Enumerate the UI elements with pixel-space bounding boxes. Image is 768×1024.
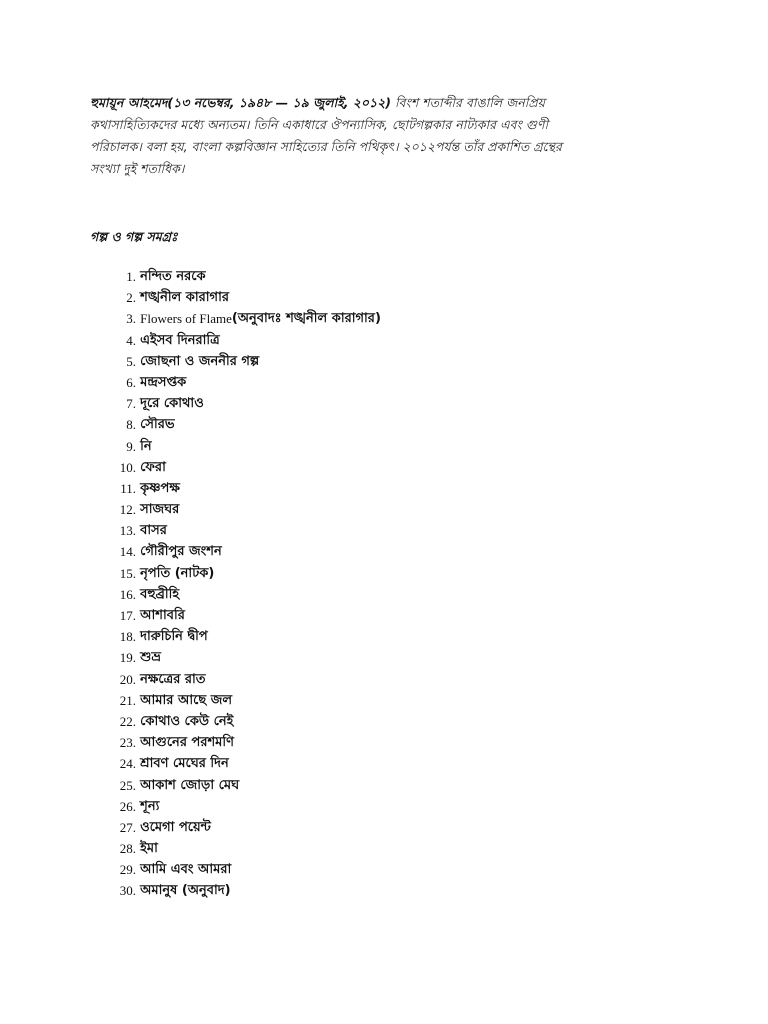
list-item-number: 9. bbox=[126, 438, 136, 454]
list-item-title: নক্ষত্রের রাত bbox=[140, 671, 206, 687]
list-item-title: সৌরভ bbox=[140, 417, 175, 433]
list-item bbox=[100, 817, 381, 838]
list-item-title: (অনুবাদঃ শঙ্খনীল কারাগার) bbox=[231, 311, 381, 327]
list-item-title: অমানুষ (অনুবাদ) bbox=[140, 883, 231, 899]
list-item-title: মন্দ্রসপ্তক bbox=[140, 374, 187, 390]
list-item bbox=[100, 266, 381, 287]
list-item-number: 2. bbox=[126, 290, 136, 306]
list-item-number: 13. bbox=[119, 523, 136, 539]
list-item-number: 23. bbox=[119, 735, 136, 751]
intro-line-1: বিংশ শতাব্দীর বাঙালি জনপ্রিয় bbox=[391, 95, 546, 110]
list-item bbox=[100, 414, 381, 435]
list-item bbox=[100, 753, 381, 774]
list-item-number: 30. bbox=[119, 883, 136, 899]
section-heading: গল্প ও গল্প সমগ্রঃ bbox=[90, 229, 178, 244]
list-item-number: 19. bbox=[119, 650, 136, 666]
list-item bbox=[100, 393, 381, 414]
list-item-title: আগুনের পরশমণি bbox=[140, 735, 234, 751]
list-item-number: 10. bbox=[119, 459, 136, 475]
list-item bbox=[100, 457, 381, 478]
list-item-number: 7. bbox=[126, 396, 136, 412]
list-item bbox=[100, 541, 381, 562]
list-item bbox=[100, 880, 381, 901]
list-item bbox=[100, 605, 381, 626]
list-item bbox=[100, 436, 381, 457]
list-item bbox=[100, 499, 381, 520]
book-list bbox=[100, 266, 381, 902]
list-item-title: দূরে কোথাও bbox=[140, 396, 204, 412]
intro-line-3: পরিচালক। বলা হয়, বাংলা কল্পবিজ্ঞান সাহিত্যের তিনি পথিকৃৎ। ২০১২পর্যন্ত তাঁর প্রকাশিত গ্রন্থের bbox=[90, 139, 562, 154]
intro-paragraph bbox=[90, 92, 650, 180]
list-item-title: শুভ্র bbox=[140, 650, 161, 666]
list-item-title: নি bbox=[140, 438, 152, 454]
list-item bbox=[100, 838, 381, 859]
list-item bbox=[100, 287, 381, 308]
list-item-title: ইমা bbox=[140, 841, 158, 857]
list-item-number: 21. bbox=[119, 692, 136, 708]
list-item-title: গৌরীপুর জংশন bbox=[140, 544, 222, 560]
list-item bbox=[100, 308, 381, 329]
list-item bbox=[100, 711, 381, 732]
intro-line-4: সংখ্যা দুই শতাধিক। bbox=[90, 161, 185, 176]
list-item-number: 3. bbox=[126, 311, 136, 327]
list-item bbox=[100, 563, 381, 584]
list-item bbox=[100, 351, 381, 372]
list-item-title: শঙ্খনীল কারাগার bbox=[140, 290, 229, 306]
list-item bbox=[100, 796, 381, 817]
list-item-number: 26. bbox=[119, 798, 136, 814]
list-item-title: ওমেগা পয়েন্ট bbox=[140, 819, 211, 835]
list-item-title: আমি এবং আমরা bbox=[140, 862, 232, 878]
list-item bbox=[100, 330, 381, 351]
list-item bbox=[100, 372, 381, 393]
intro-line-2: কথাসাহিত্যিকদের মধ্যে অন্যতম। তিনি একাধারে ঔপন্যাসিক, ছোটগল্পকার নাট্যকার এবং গুণী bbox=[90, 117, 549, 132]
list-item bbox=[100, 775, 381, 796]
list-item-number: 16. bbox=[119, 586, 136, 602]
list-item bbox=[100, 626, 381, 647]
list-item-number: 18. bbox=[119, 629, 136, 645]
list-item-title: আকাশ জোড়া মেঘ bbox=[140, 777, 240, 793]
list-item-number: 25. bbox=[119, 777, 136, 793]
list-item-number: 22. bbox=[119, 713, 136, 729]
list-item-number: 4. bbox=[126, 332, 136, 348]
list-item-title: কৃষ্ণপক্ষ bbox=[140, 480, 180, 496]
list-item-title: বহুব্রীহি bbox=[140, 586, 180, 602]
list-item-title: বাসর bbox=[140, 523, 167, 539]
list-item bbox=[100, 647, 381, 668]
list-item-title: এইসব দিনরাত্রি bbox=[140, 332, 220, 348]
list-item-number: 27. bbox=[119, 819, 136, 835]
list-item bbox=[100, 584, 381, 605]
list-item-number: 6. bbox=[126, 374, 136, 390]
list-item-title: আশাবরি bbox=[140, 608, 185, 623]
list-item-number: 20. bbox=[119, 671, 136, 687]
list-item-number: 29. bbox=[119, 862, 136, 878]
list-item-number: 8. bbox=[126, 417, 136, 433]
list-item-title: নৃপতি (নাটক) bbox=[140, 565, 215, 581]
list-item-title: শ্রাবণ মেঘের দিন bbox=[140, 756, 229, 772]
list-item bbox=[100, 732, 381, 753]
list-item-number: 1. bbox=[126, 269, 136, 284]
list-item bbox=[100, 520, 381, 541]
list-item bbox=[100, 690, 381, 711]
list-item-number: 28. bbox=[119, 841, 136, 857]
list-item-title: ফেরা bbox=[140, 459, 166, 475]
list-item bbox=[100, 478, 381, 499]
list-item-number: 14. bbox=[119, 544, 136, 560]
list-item bbox=[100, 859, 381, 880]
list-item-title: কোথাও কেউ নেই bbox=[140, 713, 234, 729]
author-name-dates: হুমায়ূন আহমেদ(১৩ নভেম্বর, ১৯৪৮ — ১৯ জুলাই, ২০১২) bbox=[90, 95, 391, 110]
list-item-title-english: Flowers of Flame bbox=[140, 311, 232, 327]
list-item-number: 12. bbox=[119, 502, 136, 518]
list-item-title: আমার আছে জল bbox=[140, 692, 233, 708]
list-item-number: 17. bbox=[119, 608, 136, 623]
list-item-number: 5. bbox=[126, 353, 136, 369]
list-item bbox=[100, 669, 381, 690]
list-item-number: 15. bbox=[119, 565, 136, 581]
list-item-title: দারুচিনি দ্বীপ bbox=[140, 629, 208, 645]
list-item-number: 24. bbox=[119, 756, 136, 772]
list-item-number: 11. bbox=[120, 480, 136, 496]
list-item-title: সাজঘর bbox=[140, 502, 180, 518]
list-item-title: জোছনা ও জননীর গল্প bbox=[140, 353, 260, 369]
list-item-title: নন্দিত নরকে bbox=[140, 269, 206, 284]
list-item-title: শূন্য bbox=[140, 798, 160, 814]
